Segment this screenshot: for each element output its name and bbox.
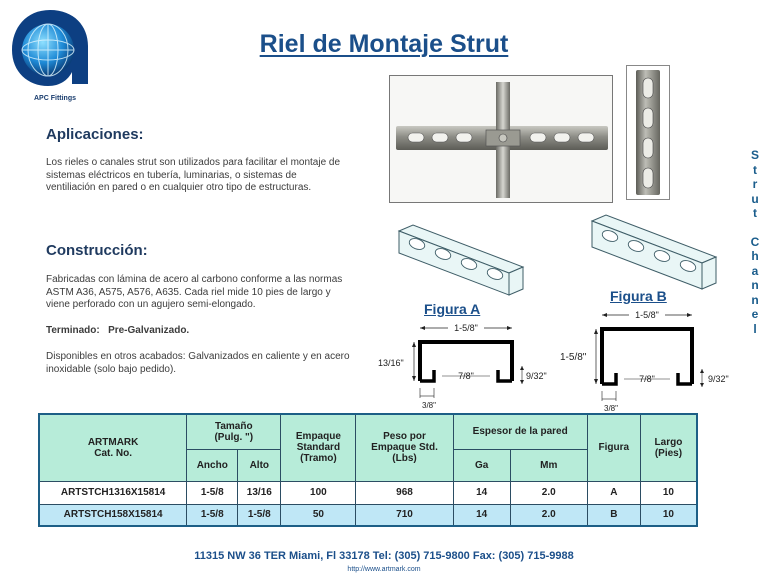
vertical-letter: n [751,292,759,307]
channel-b-isometric-icon [588,213,718,291]
strut-assembly-photo [389,75,613,203]
cell-ga: 14 [453,481,510,504]
cell-mm: 2.0 [510,504,587,526]
vertical-letter: C [750,234,760,249]
vertical-letter: u [751,191,759,206]
aplicaciones-line: sistemas eléctricos en tubería, luminarias, o sistemas de [46,169,297,181]
terminado-line [46,325,189,338]
strut-channel-photo [626,65,670,200]
cell-largo: 10 [640,504,697,526]
construccion-line: viene perforado con un agujero semi-elongado. [46,299,256,310]
vertical-letter: n [751,278,759,292]
table-row [39,504,697,526]
fig-b-width-dim: 1-5/8" [635,310,659,320]
cell-cat-no: ARTSTCH158X15814 [39,504,187,526]
fig-b-lip-gap: 7/8" [639,374,655,384]
fig-a-lip-gap: 7/8" [458,371,474,381]
strut-channel-vertical-text [746,148,764,336]
cell-alto: 1-5/8 [238,504,281,526]
cell-empaque: 100 [281,481,356,504]
cell-empaque: 50 [281,504,356,526]
otros-acabados-text [46,351,386,376]
aplicaciones-text [46,157,376,195]
cell-figura: A [587,481,640,504]
col-cat-no: ARTMARK Cat. No. [39,414,187,481]
channel-a-isometric-icon [395,223,525,301]
cell-largo: 10 [640,481,697,504]
col-ga: Ga [453,449,510,481]
terminado-value: Pre-Galvanizado. [108,325,190,336]
table-row [39,481,697,504]
terminado-label: Terminado: [46,325,100,336]
vertical-letter: e [751,307,759,321]
page-title: Riel de Montaje Strut [259,30,509,58]
construccion-text [46,274,376,312]
col-tamano: Tamaño (Pulg. ") [187,414,281,449]
aplicaciones-line: ventiliación en pared o en cualquier otro tipo de estructuras. [46,182,312,193]
fig-b-lip-height: 9/32" [708,374,729,384]
cell-peso: 710 [356,504,453,526]
cell-ancho: 1-5/8 [187,504,238,526]
aplicaciones-heading: Aplicaciones: [46,126,144,143]
construccion-line: Fabricadas con lámina de acero al carbono conforme a las normas [46,274,343,285]
vertical-letter: h [751,249,759,263]
cell-peso: 968 [356,481,453,504]
cell-ancho: 1-5/8 [187,481,238,504]
vertical-letter: l [753,321,757,336]
fig-b-height-dim: 1-5/8" [560,352,587,363]
specs-table [38,413,698,527]
aplicaciones-line: Los rieles o canales strut son utilizados para facilitar el montaje de [46,157,341,168]
col-mm: Mm [510,449,587,481]
fig-a-width-dim: 1-5/8" [454,323,478,333]
col-largo: Largo (Pies) [640,414,697,481]
col-alto: Alto [238,449,281,481]
fig-a-lip-height: 9/32" [526,371,547,381]
construccion-heading: Construcción: [46,242,148,259]
footer-address: 11315 NW 36 TER Miami, Fl 33178 Tel: (305) 715-9800 Fax: (305) 715-9988 [194,550,574,562]
construccion-line: ASTM A36, A575, A576, A635. Cada riel mide 10 pies de largo y [46,286,331,298]
fig-b-lip-width: 3/8" [604,404,618,413]
otros-line: Disponibles en otros acabados: Galvanizados en caliente y en acero [46,351,350,362]
figura-b-profile [558,305,748,413]
otros-line: inoxidable (solo bajo pedido). [46,363,177,375]
col-espesor: Espesor de la pared [453,414,587,449]
footer-url[interactable]: http://www.artmark.com [347,566,421,573]
cell-figura: B [587,504,640,526]
col-figura: Figura [587,414,640,481]
vertical-letter: S [750,148,759,162]
fig-a-height-dim: 13/16" [378,358,404,368]
figura-a-profile [376,318,566,410]
col-peso: Peso por Empaque Std. (Lbs) [356,414,453,481]
vertical-spacer [746,221,764,235]
col-ancho: Ancho [187,449,238,481]
figura-a-label: Figura A [424,301,481,317]
cell-ga: 14 [453,504,510,526]
cell-cat-no: ARTSTCH1316X15814 [39,481,187,504]
col-empaque: Empaque Standard (Tramo) [281,414,356,481]
cell-mm: 2.0 [510,481,587,504]
figura-b-label: Figura B [610,288,667,304]
vertical-letter: t [753,162,757,177]
vertical-letter: t [753,206,757,220]
cell-alto: 13/16 [238,481,281,504]
fig-a-lip-width: 3/8" [422,401,436,410]
vertical-letter: a [751,263,759,278]
vertical-letter: r [752,177,758,191]
logo-caption: APC Fittings [34,95,76,102]
